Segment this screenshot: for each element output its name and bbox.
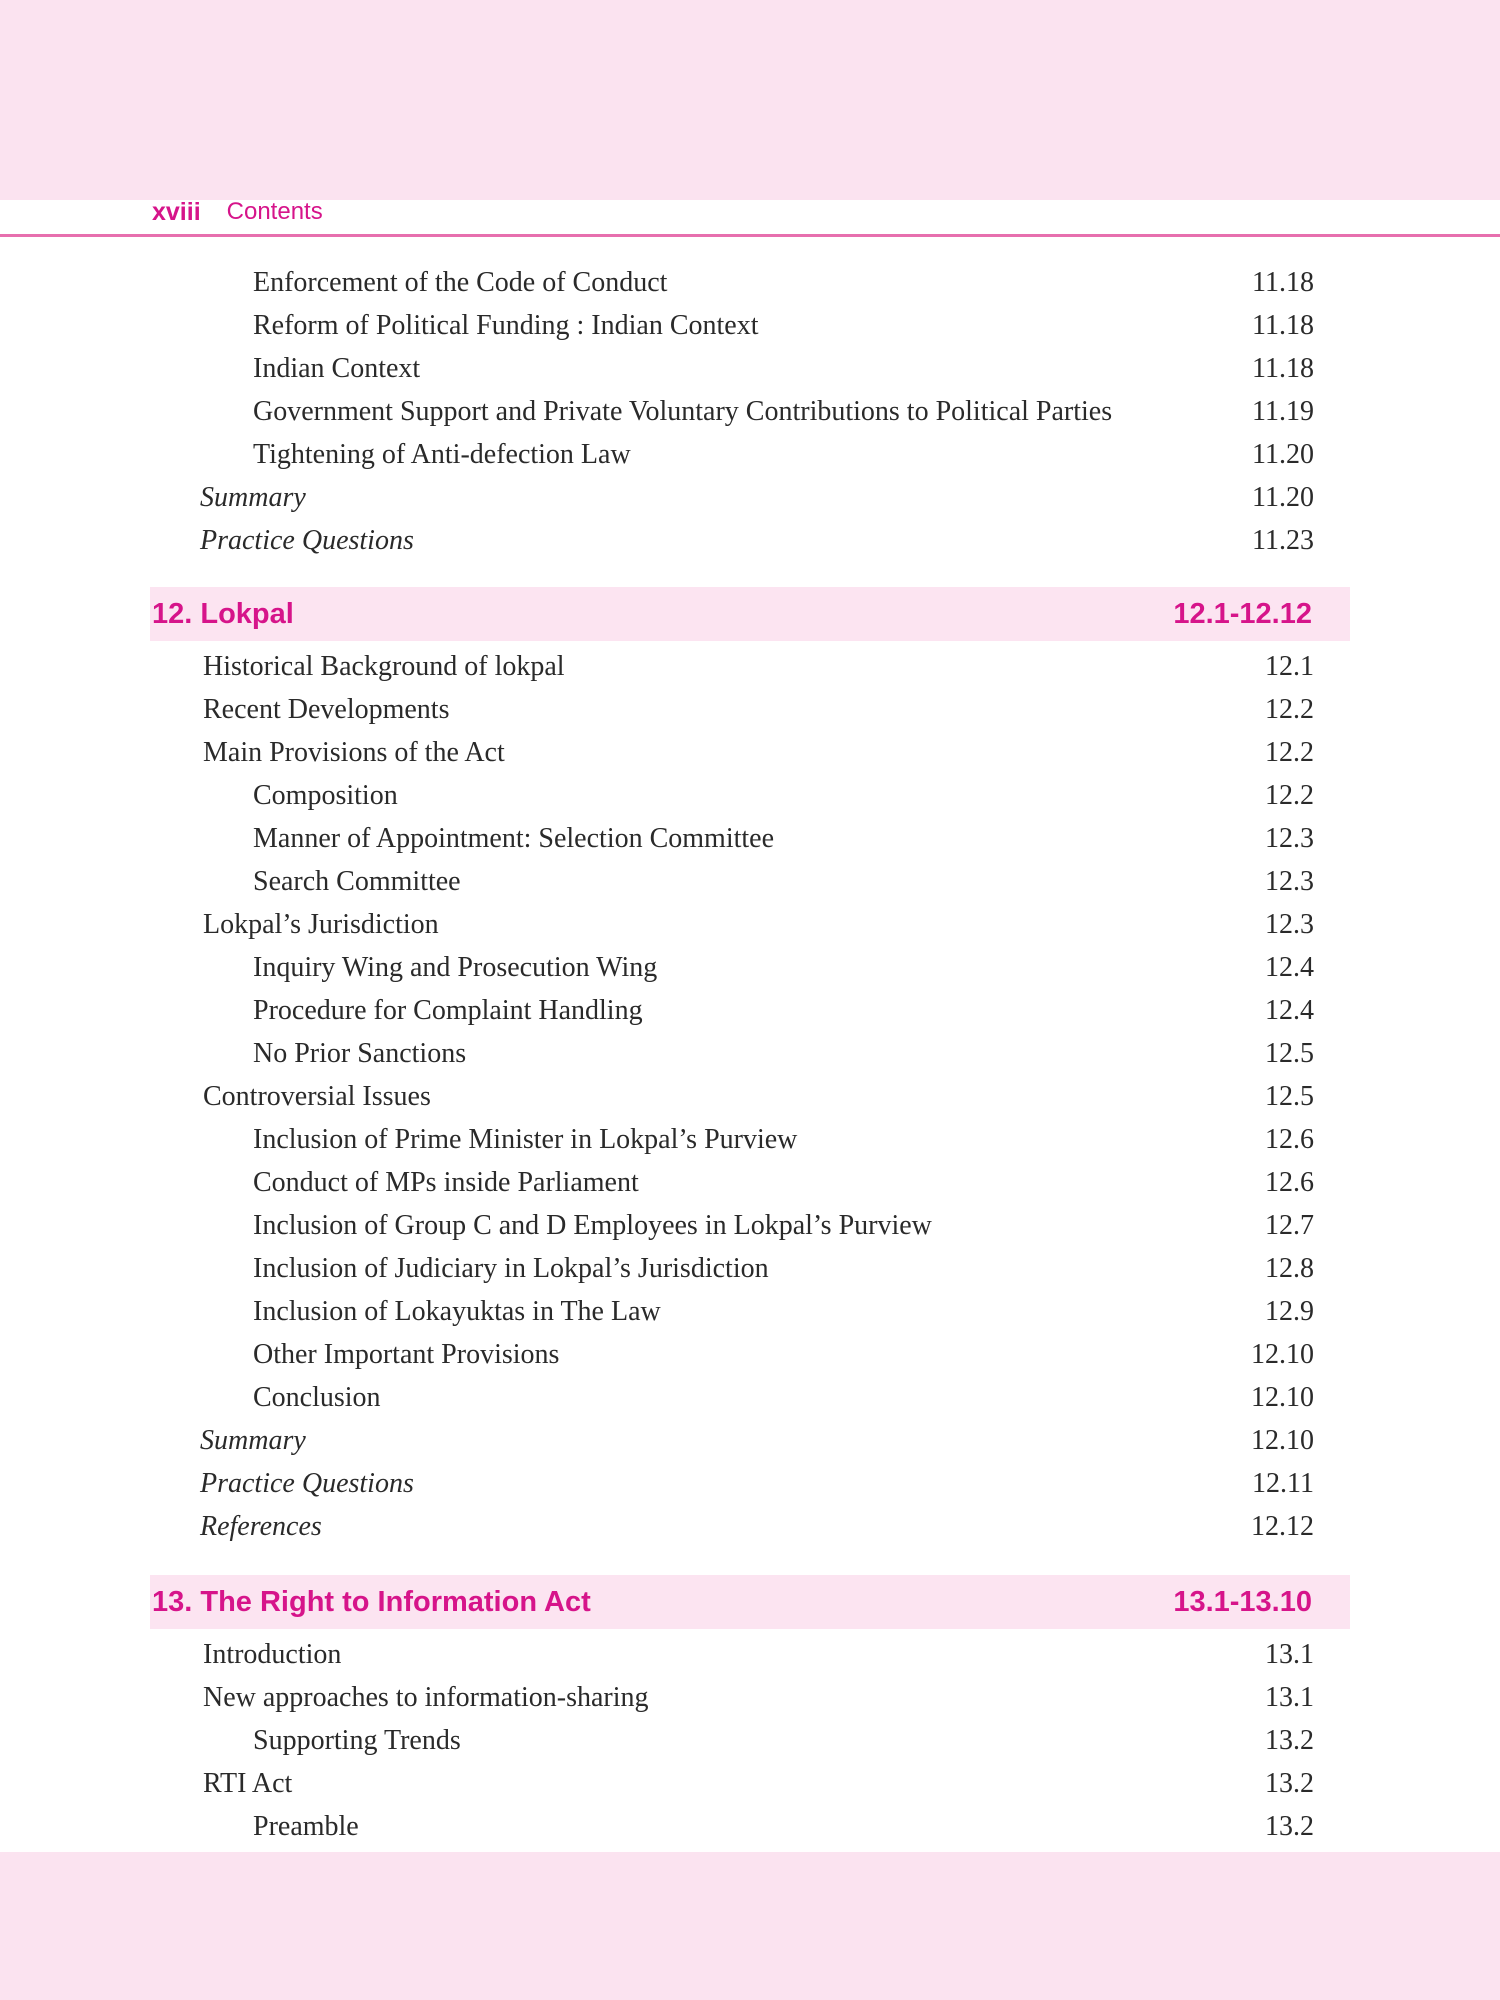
toc-entry-title: Composition [253,780,398,811]
toc-entry[interactable] [0,262,1500,304]
toc-entry-page: 12.2 [1265,780,1314,811]
toc-entry-page: 12.2 [1265,737,1314,768]
toc-entry[interactable] [0,1634,1500,1676]
toc-entry-title: Inclusion of Judiciary in Lokpal’s Jurisdiction [253,1253,769,1284]
toc-entry-title: Recent Developments [203,694,450,725]
chapter-page-range: 13.1-13.10 [1173,1585,1312,1618]
toc-entry-page: 13.2 [1265,1725,1314,1756]
toc-entry[interactable] [0,1033,1500,1075]
toc-entry-page: 11.18 [1252,267,1314,298]
header-rule [0,234,1500,237]
toc-entry-title: Practice Questions [200,525,414,556]
toc-entry[interactable] [0,904,1500,946]
toc-entry-page: 12.6 [1265,1167,1314,1198]
toc-entry-title: Conduct of MPs inside Parliament [253,1167,639,1198]
toc-entry[interactable] [0,990,1500,1032]
toc-entry-title: Tightening of Anti-defection Law [253,439,631,470]
toc-entry[interactable] [0,646,1500,688]
toc-entry-title: Summary [200,1425,306,1456]
toc-entry-title: Summary [200,482,306,513]
chapter-title: 13. The Right to Information Act [152,1585,591,1618]
toc-entry[interactable] [0,1248,1500,1290]
toc-entry[interactable] [0,1806,1500,1848]
toc-entry-page: 12.10 [1251,1425,1314,1456]
toc-entry-title: Enforcement of the Code of Conduct [253,267,668,298]
toc-entry-page: 12.4 [1265,995,1314,1026]
toc-entry-page: 12.2 [1265,694,1314,725]
toc-entry-page: 12.5 [1265,1081,1314,1112]
toc-summary-entry[interactable] [0,477,1500,519]
toc-entry-page: 12.4 [1265,952,1314,983]
toc-entry-title: Reform of Political Funding : Indian Context [253,310,759,341]
chapter-title: 12. Lokpal [152,597,294,630]
toc-entry-title: Inquiry Wing and Prosecution Wing [253,952,658,983]
toc-entry-title: No Prior Sanctions [253,1038,467,1069]
toc-entry-title: Main Provisions of the Act [203,737,505,768]
toc-entry-page: 12.10 [1251,1382,1314,1413]
toc-entry-page: 13.2 [1265,1768,1314,1799]
toc-entry-page: 11.18 [1252,353,1314,384]
toc-entry-title: Historical Background of lokpal [203,651,565,682]
toc-entry[interactable] [0,305,1500,347]
toc-entry-title: Inclusion of Group C and D Employees in Lokpal’s Purview [253,1210,932,1241]
toc-entry-page: 12.11 [1252,1468,1314,1499]
toc-practice-questions-entry[interactable] [0,1463,1500,1505]
toc-entry-page: 13.2 [1265,1811,1314,1842]
toc-entry-page: 12.12 [1251,1511,1314,1542]
toc-summary-entry[interactable] [0,1420,1500,1462]
chapter-heading-12[interactable] [150,587,1350,641]
toc-entry-page: 11.18 [1252,310,1314,341]
toc-entry-page: 12.7 [1265,1210,1314,1241]
toc-entry[interactable] [0,1334,1500,1376]
toc-entry-page: 13.1 [1265,1682,1314,1713]
toc-entry[interactable] [0,1720,1500,1762]
toc-entry-title: Lokpal’s Jurisdiction [203,909,439,940]
toc-entry[interactable] [0,775,1500,817]
toc-entry[interactable] [0,1677,1500,1719]
toc-entry-title: RTI Act [203,1768,293,1799]
toc-entry-page: 12.3 [1265,909,1314,940]
toc-entry-page: 12.10 [1251,1339,1314,1370]
toc-entry[interactable] [0,732,1500,774]
toc-entry[interactable] [0,1076,1500,1118]
toc-entry[interactable] [0,434,1500,476]
toc-entry-title: Government Support and Private Voluntary Contributions to Political Parties [253,396,1113,427]
toc-entry-title: Controversial Issues [203,1081,431,1112]
toc-entry[interactable] [0,1377,1500,1419]
toc-entry-title: Introduction [203,1639,342,1670]
toc-entry-title: Preamble [253,1811,359,1842]
toc-practice-questions-entry[interactable] [0,520,1500,562]
toc-entry-title: Procedure for Complaint Handling [253,995,643,1026]
toc-entry-page: 12.5 [1265,1038,1314,1069]
toc-entry-title: Conclusion [253,1382,381,1413]
toc-entry-title: Inclusion of Lokayuktas in The Law [253,1296,661,1327]
toc-entry-title: Indian Context [253,353,421,384]
toc-entry[interactable] [0,1291,1500,1333]
toc-entry-title: Supporting Trends [253,1725,461,1756]
toc-entry-title: Inclusion of Prime Minister in Lokpal’s Purview [253,1124,798,1155]
toc-entry-title: Search Committee [253,866,461,897]
running-head [152,194,323,230]
toc-entry[interactable] [0,1205,1500,1247]
toc-entry[interactable] [0,818,1500,860]
toc-entry-title: Manner of Appointment: Selection Committee [253,823,775,854]
toc-entry-title: Practice Questions [200,1468,414,1499]
toc-entry-page: 12.9 [1265,1296,1314,1327]
toc-entry-page: 11.20 [1252,482,1314,513]
toc-entry-page: 11.19 [1252,396,1314,427]
chapter-heading-13[interactable] [150,1575,1350,1629]
toc-entry-title: References [200,1511,322,1542]
toc-entry-page: 12.3 [1265,866,1314,897]
toc-entry[interactable] [0,947,1500,989]
page-folio: xviii [152,197,201,226]
toc-references-entry[interactable] [0,1506,1500,1548]
toc-entry-page: 12.3 [1265,823,1314,854]
top-pink-band [0,0,1500,200]
toc-entry-page: 13.1 [1265,1639,1314,1670]
toc-entry-title: New approaches to information-sharing [203,1682,649,1713]
toc-entry[interactable] [0,1119,1500,1161]
toc-entry[interactable] [0,861,1500,903]
toc-entry[interactable] [0,1763,1500,1805]
toc-entry-page: 12.1 [1265,651,1314,682]
toc-entry[interactable] [0,391,1500,433]
toc-entry-page: 11.23 [1252,525,1314,556]
toc-entry[interactable] [0,1162,1500,1204]
toc-entry[interactable] [0,348,1500,390]
toc-entry[interactable] [0,689,1500,731]
toc-entry-page: 11.20 [1252,439,1314,470]
toc-entry-title: Other Important Provisions [253,1339,560,1370]
toc-entry-page: 12.8 [1265,1253,1314,1284]
toc-entry-page: 12.6 [1265,1124,1314,1155]
chapter-page-range: 12.1-12.12 [1173,597,1312,630]
running-head-title: Contents [226,198,323,225]
bottom-pink-band [0,1852,1500,2000]
